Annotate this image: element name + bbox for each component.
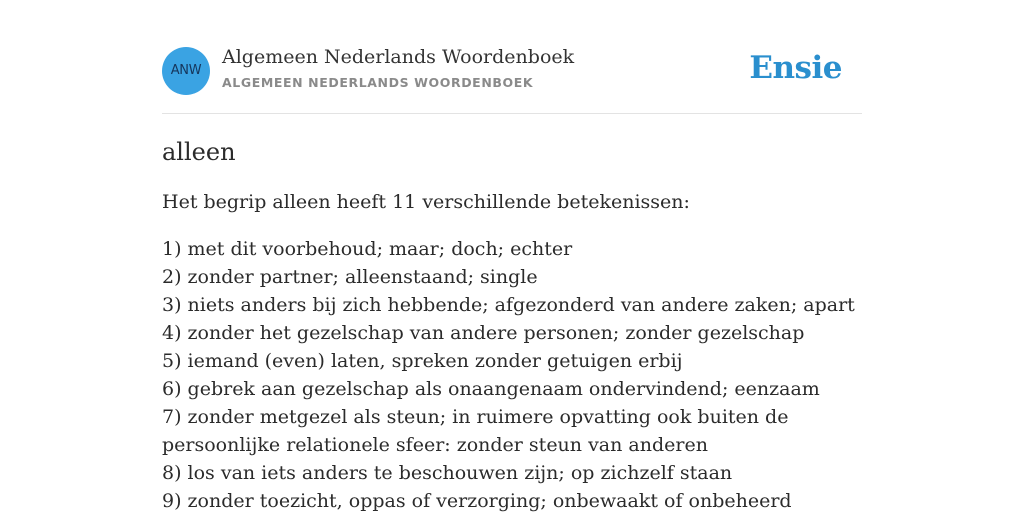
entry-word: alleen — [162, 138, 236, 166]
meaning-item: 4) zonder het gezelschap van andere personen; zonder gezelschap — [162, 322, 805, 344]
meaning-item: 3) niets anders bij zich hebbende; afgezonderd van andere zaken; apart — [162, 294, 855, 316]
source-title[interactable]: Algemeen Nederlands Woordenboek — [222, 46, 575, 68]
meaning-item: 7) zonder metgezel als steun; in ruimere opvatting ook buiten de persoonlijke relationele sfeer: zonder steun van anderen — [162, 406, 789, 456]
source-subtitle: ALGEMEEN NEDERLANDS WOORDENBOEK — [222, 75, 534, 90]
meaning-item: 5) iemand (even) laten, spreken zonder getuigen erbij — [162, 350, 683, 372]
anw-logo[interactable]: ANW — [162, 47, 210, 95]
entry-intro: Het begrip alleen heeft 11 verschillende betekenissen: — [162, 191, 690, 213]
meaning-item: 2) zonder partner; alleenstaand; single — [162, 266, 538, 288]
header — [162, 46, 862, 96]
entry-content — [162, 136, 862, 512]
header-divider — [162, 113, 862, 114]
ensie-logo[interactable]: Ensie — [749, 50, 842, 86]
meaning-item: 8) los van iets anders te beschouwen zijn; op zichzelf staan — [162, 462, 733, 484]
meanings-list — [162, 235, 862, 512]
meaning-item: 6) gebrek aan gezelschap als onaangenaam ondervindend; eenzaam — [162, 378, 820, 400]
meaning-item: 9) zonder toezicht, oppas of verzorging; onbewaakt of onbeheerd — [162, 490, 792, 512]
meaning-item: 1) met dit voorbehoud; maar; doch; echter — [162, 238, 573, 260]
